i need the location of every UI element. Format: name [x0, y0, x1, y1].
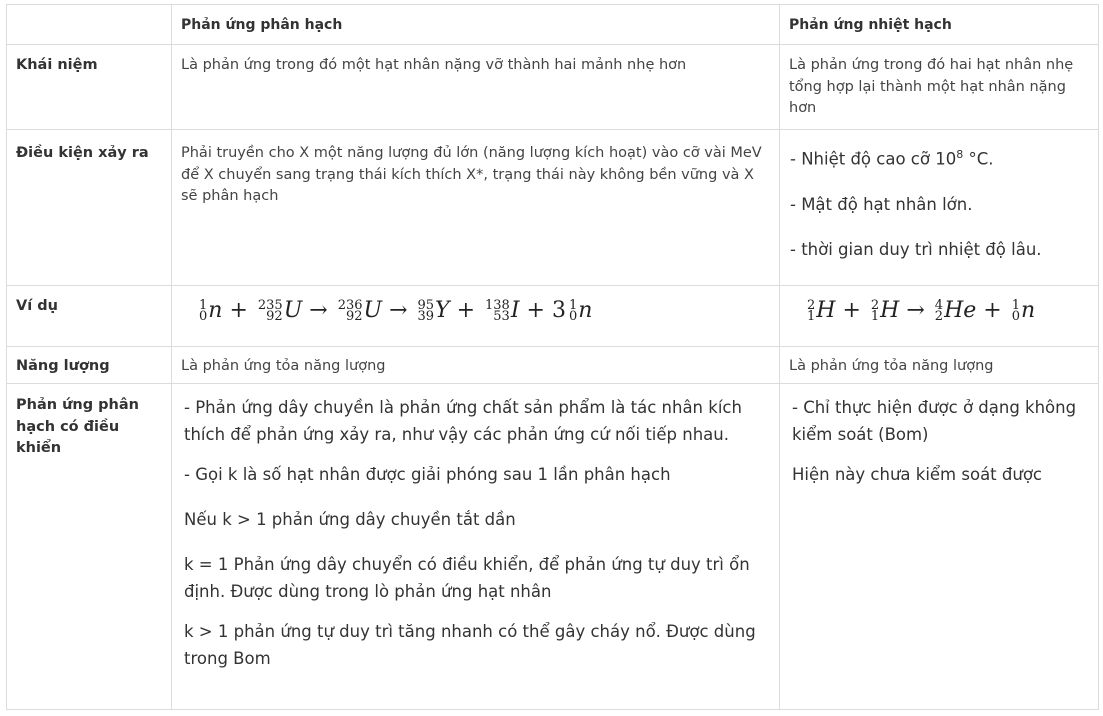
table-row-condition [7, 130, 1099, 286]
row-label-example: Ví dụ [7, 286, 172, 347]
table-row-energy [7, 347, 1099, 384]
table-row-example [7, 286, 1099, 347]
header-fission: Phản ứng phân hạch [172, 5, 780, 45]
condition-temperature-text: - Nhiệt độ cao cỡ 10 [790, 149, 957, 169]
condition-duration: - thời gian duy trì nhiệt độ lâu. [790, 239, 1042, 259]
header-fusion: Phản ứng nhiệt hạch [780, 5, 1099, 45]
table-row-controlled [7, 384, 1099, 710]
controlled-k-less: Nếu k > 1 phản ứng dây chuyền tắt dần [184, 510, 516, 529]
fission-equation: 1 0 n + 235 92 U → 236 92 U → 95 39 Y + 138 53 I + 3 1 0 n [199, 298, 593, 324]
controlled-chain-definition: - Phản ứng dây chuyền là phản ứng chất sản phẩm là tác nhân kích thích để phản ứng xảy ra, như vậy các phản ứng cứ nối tiếp nhau. [184, 398, 742, 444]
condition-temperature-unit: °C. [963, 149, 994, 169]
header-empty-cell [7, 5, 172, 45]
table-row-concept [7, 45, 1099, 130]
controlled-fusion-uncontrolled: - Chỉ thực hiện được ở dạng không kiểm soát (Bom) [792, 398, 1077, 444]
fusion-equation: 2 1 H + 2 1 H → 4 2 He + 1 0 n [807, 298, 1036, 324]
row-label-condition: Điều kiện xảy ra [7, 130, 172, 286]
cell-energy-fusion: Là phản ứng tỏa năng lượng [780, 347, 1099, 384]
cell-controlled-fission [172, 384, 780, 710]
condition-temperature-exponent: 8 [956, 148, 964, 161]
cell-energy-fission: Là phản ứng tỏa năng lượng [172, 347, 780, 384]
controlled-fusion-status: Hiện này chưa kiểm soát được [792, 465, 1042, 484]
cell-concept-fission: Là phản ứng trong đó một hạt nhân nặng vỡ thành hai mảnh nhẹ hơn [172, 45, 780, 130]
comparison-table [6, 4, 1099, 710]
cell-condition-fission: Phải truyền cho X một năng lượng đủ lớn (năng lượng kích hoạt) vào cỡ vài MeV để X chuyển sang trạng thái kích thích X*, trạng thái này không bền vững và X sẽ phân hạch [172, 130, 780, 286]
cell-example-fission [172, 286, 780, 347]
condition-density: - Mật độ hạt nhân lớn. [790, 194, 973, 214]
controlled-k-definition: - Gọi k là số hạt nhân được giải phóng sau 1 lần phân hạch [184, 465, 671, 484]
table-header-row [7, 5, 1099, 45]
row-label-energy: Năng lượng [7, 347, 172, 384]
row-label-controlled: Phản ứng phân hạch có điều khiển [7, 384, 172, 710]
cell-concept-fusion: Là phản ứng trong đó hai hạt nhân nhẹ tổng hợp lại thành một hạt nhân nặng hơn [780, 45, 1099, 130]
cell-example-fusion [780, 286, 1099, 347]
condition-temperature [790, 141, 1089, 173]
cell-controlled-fusion [780, 384, 1099, 710]
cell-condition-fusion [780, 130, 1099, 286]
controlled-k-equal: k = 1 Phản ứng dây chuyển có điều khiển, để phản ứng tự duy trì ổn định. Được dùng trong lò phản ứng hạt nhân [184, 555, 750, 601]
row-label-concept: Khái niệm [7, 45, 172, 130]
controlled-k-greater: k > 1 phản ứng tự duy trì tăng nhanh có thể gây cháy nổ. Được dùng trong Bom [184, 622, 756, 668]
